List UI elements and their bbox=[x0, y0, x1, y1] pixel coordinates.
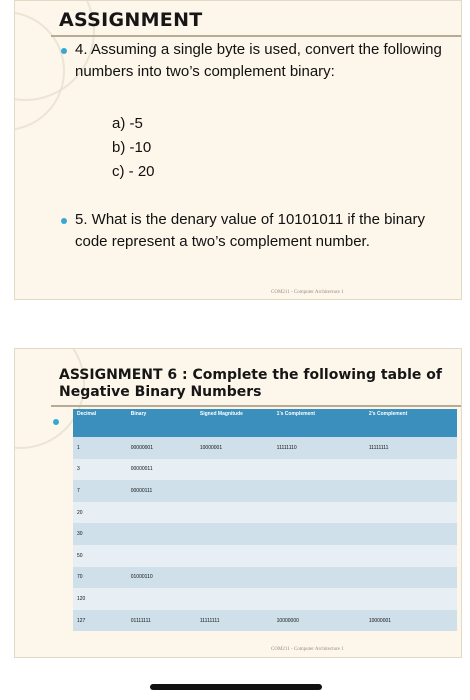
signed-magnitude-cell: 11111111 bbox=[196, 610, 273, 632]
decimal-cell: 127 bbox=[73, 610, 127, 632]
twos-complement-cell bbox=[365, 502, 457, 524]
table-row bbox=[73, 502, 457, 524]
table-row bbox=[73, 545, 457, 567]
table-row bbox=[73, 567, 457, 589]
binary-cell bbox=[127, 502, 196, 524]
decimal-cell: 1 bbox=[73, 437, 127, 459]
twos-complement-cell bbox=[365, 567, 457, 589]
header-twos-complement: 2’s Complement bbox=[365, 409, 457, 437]
question-4-item-c: c) - 20 bbox=[112, 163, 155, 180]
twos-complement-cell: 10000001 bbox=[365, 610, 457, 632]
signed-magnitude-cell bbox=[196, 502, 273, 524]
signed-magnitude-cell: 10000001 bbox=[196, 437, 273, 459]
binary-cell: 00000011 bbox=[127, 459, 196, 481]
signed-magnitude-cell bbox=[196, 588, 273, 610]
assignment-6-slide bbox=[14, 348, 462, 658]
table-row bbox=[73, 459, 457, 481]
twos-complement-cell bbox=[365, 545, 457, 567]
signed-magnitude-cell bbox=[196, 523, 273, 545]
table-header-row bbox=[73, 409, 457, 437]
ones-complement-cell bbox=[273, 480, 365, 502]
question-4-item-b: b) -10 bbox=[112, 139, 152, 156]
twos-complement-cell: 11111111 bbox=[365, 437, 457, 459]
question-4-text: 4. Assuming a single byte is used, convert the following numbers into two’s complement binary: bbox=[75, 41, 442, 80]
ones-complement-cell bbox=[273, 567, 365, 589]
ones-complement-cell bbox=[273, 588, 365, 610]
binary-cell: 01000110 bbox=[127, 567, 196, 589]
header-decimal: Decimal bbox=[73, 409, 127, 437]
twos-complement-cell bbox=[365, 459, 457, 481]
negative-binary-table bbox=[73, 409, 457, 631]
decimal-cell: 30 bbox=[73, 523, 127, 545]
twos-complement-cell bbox=[365, 523, 457, 545]
bullet-icon bbox=[61, 48, 67, 54]
table-row bbox=[73, 523, 457, 545]
assignment-slide bbox=[14, 0, 462, 300]
bullet-icon bbox=[61, 218, 67, 224]
binary-cell bbox=[127, 588, 196, 610]
signed-magnitude-cell bbox=[196, 567, 273, 589]
binary-cell: 01111111 bbox=[127, 610, 196, 632]
ones-complement-cell: 11111110 bbox=[273, 437, 365, 459]
header-binary: Binary bbox=[127, 409, 196, 437]
decimal-cell: 50 bbox=[73, 545, 127, 567]
slide-footer: COM211 - Computer Architecture 1 bbox=[271, 647, 344, 652]
bullet-icon bbox=[53, 419, 59, 425]
binary-cell bbox=[127, 523, 196, 545]
ones-complement-cell bbox=[273, 459, 365, 481]
twos-complement-cell bbox=[365, 480, 457, 502]
slide-title: ASSIGNMENT 6 : Complete the following table of Negative Binary Numbers bbox=[59, 367, 442, 400]
ones-complement-cell bbox=[273, 523, 365, 545]
signed-magnitude-cell bbox=[196, 459, 273, 481]
decimal-cell: 7 bbox=[73, 480, 127, 502]
question-4-item-a: a) -5 bbox=[112, 115, 143, 132]
ones-complement-cell bbox=[273, 502, 365, 524]
slide-title: ASSIGNMENT bbox=[59, 9, 203, 31]
question-5-text: 5. What is the denary value of 10101011 if the binary code represent a two’s complement number. bbox=[75, 211, 425, 250]
twos-complement-cell bbox=[365, 588, 457, 610]
title-underline bbox=[51, 405, 461, 407]
binary-cell: 00000001 bbox=[127, 437, 196, 459]
binary-cell bbox=[127, 545, 196, 567]
home-indicator[interactable] bbox=[150, 684, 322, 690]
table-row bbox=[73, 610, 457, 632]
binary-cell: 00000111 bbox=[127, 480, 196, 502]
header-signed-magnitude: Signed Magnitude bbox=[196, 409, 273, 437]
signed-magnitude-cell bbox=[196, 545, 273, 567]
decimal-cell: 120 bbox=[73, 588, 127, 610]
ones-complement-cell: 10000000 bbox=[273, 610, 365, 632]
title-underline bbox=[51, 35, 461, 37]
decimal-cell: 70 bbox=[73, 567, 127, 589]
header-ones-complement: 1’s Complement bbox=[273, 409, 365, 437]
table-row bbox=[73, 588, 457, 610]
slide-footer: COM211 - Computer Architecture 1 bbox=[271, 290, 344, 295]
signed-magnitude-cell bbox=[196, 480, 273, 502]
decimal-cell: 20 bbox=[73, 502, 127, 524]
table-row bbox=[73, 480, 457, 502]
ones-complement-cell bbox=[273, 545, 365, 567]
decimal-cell: 3 bbox=[73, 459, 127, 481]
table-row bbox=[73, 437, 457, 459]
